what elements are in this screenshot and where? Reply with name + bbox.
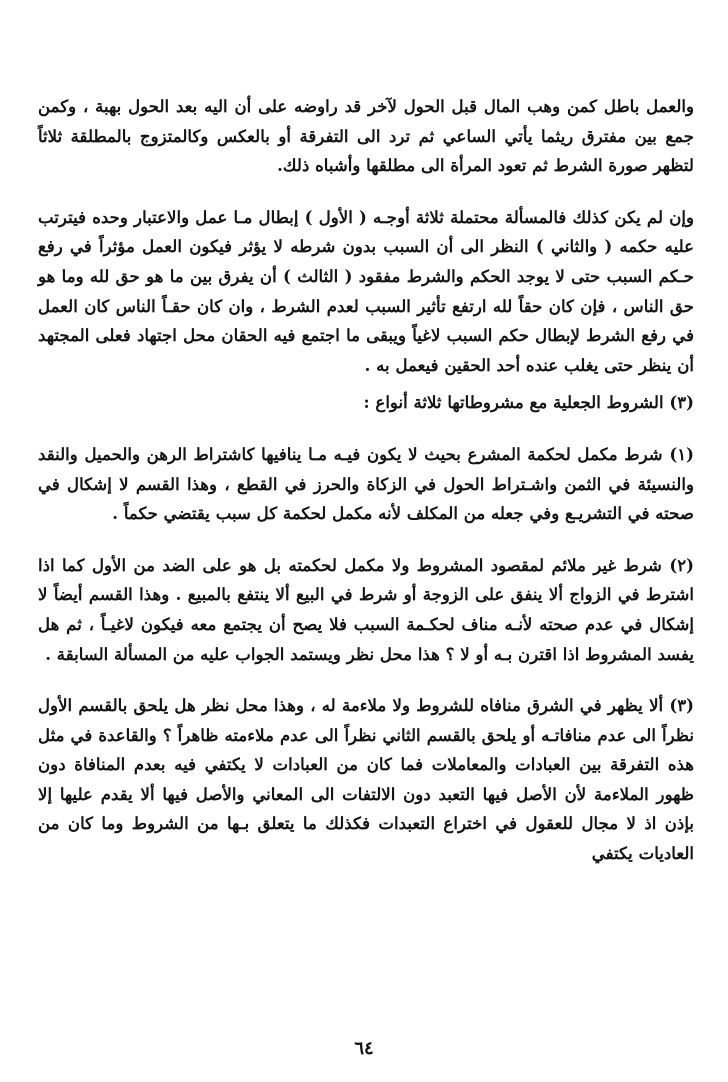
page-body <box>38 92 694 869</box>
paragraph-item-1: (١) شرط مكمل لحكمة المشرع بحيث لا يكون فيـه مـا ينافيها كاشتراط الرهن والحميل والنقد والنسيئة في الثمن واشـتراط الحول في الزكاة والحرز في القطع ، وهذا القسم لا إشكال في صحته في التشريـع وفي جعله من المكلف لأنه مكمل لحكمة كل سبب يقتضي حكماً . <box>38 443 694 524</box>
section-heading: (٣) الشروط الجعلية مع مشروطاتها ثلاثة أنواع : <box>363 392 694 413</box>
paragraph-2: وإن لم يكن كذلك فالمسألة محتملة ثلاثة أوجـه ( الأول ) إبطال مـا عمل والاعتبار وحده فيترتب عليه حكمه ( والثاني ) النظر الى أن السبب بدون شرطه لا يؤثر فيكون العمل مؤثراً في رفع حـكم السبب حتى لا يوجد الحكم والشرط مفقود ( الثالث ) أن يفرق بين ما هو حق لله وما هو حق الناس ، فإن كان حقاً لله ارتفع تأثير السبب لعدم الشرط ، وان كان حقـاً الناس كان العمل في رفع الشرط لإبطال حكم السبب لاغياً ويبقى ما اجتمع فيه الحقان محل اجتهاد فعلى المجتهد أن ينظر حتى يغلب عنده أحد الحقين فيعمل به . <box>38 206 694 375</box>
paragraph-item-3: (٣) ألا يظهر في الشرق منافاه للشروط ولا ملاءمة له ، وهذا محل نظر هل يلحق بالقسم الأول نظراً الى عدم منافاتـه أو يلحق بالقسم الثاني نظراً الى عدم ملاءمته ظاهراً ؟ والقاعدة في مثل هذه التفرقة بين العبادات والمعاملات فما كان من العبادات لا يكتفي فيه بعدم المنافاة دون ظهور الملاءمة لأن الأصل فيها التعبد دون الالتفات الى المعاني والأصل فيها ألا يقدم عليها إلا بإذن اذ لا مجال للعقول في اختراع التعبدات فكذلك ما يتعلق بـها من الشروط وما كان من العاديات يكتفي <box>38 695 694 864</box>
paragraph-1: والعمل باطل كمن وهب المال قبل الحول لآخر قد راوضه على أن اليه بعد الحول بهبة ، وكمن جمع بين مفترق ريثما يأتي الساعي ثم ترد الى التفرقة أو بالعكس وكالمتزوج بالمطلقة ثلاثاً لتظهر صورة الشرط ثم تعود المرأة الى مطلقها وأشباه ذلك. <box>38 96 694 176</box>
page-number: ٦٤ <box>354 1038 374 1059</box>
paragraph-item-2: (٢) شرط غير ملائم لمقصود المشروط ولا مكمل لحكمته بل هو على الضد من الأول كما اذا اشترط في الزواج ألا ينفق على الزوجة أو شرط في البيع ألا ينتفع بالمبيع . وهذا القسم أيضاً لا إشكال في عدم صحته لأنـه مناف لحكـمة السبب فلا يصح أن يجتمع معه فيكون لاغيـاً ، ثم هل يفسد المشروط اذا اقترن بـه أو لا ؟ هذا محل نظر ويستمد الجواب عليه من المسألة السابقة . <box>38 554 694 664</box>
